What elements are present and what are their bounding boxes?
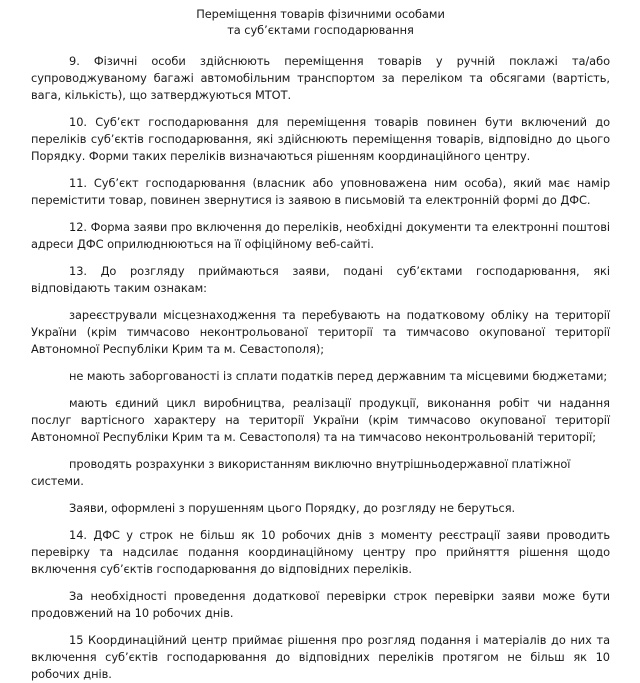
paragraph-15: 15 Координаційний центр приймає рішення про розгляд подання і матеріалів до них та включення суб’єктів господарювання до відповідних переліків протягом не більш як 10 робочих днів. bbox=[31, 633, 610, 681]
paragraph-11: 11. Суб’єкт господарювання (власник або уповноважена ним особа), який має намір перемістити товар, повинен звернутися із заявою в письмовій та електронній формі до ДФС. bbox=[31, 176, 610, 207]
title-line-2: та суб’єктами господарювання bbox=[227, 23, 414, 37]
paragraph-9: 9. Фізичні особи здійснюють переміщення товарів у ручній поклажі та/або супроводжуваному багажі автомобільним транспортом за переліком та обсягами (вартість, вага, кількість), що затверджуються МТОТ. bbox=[31, 54, 610, 102]
criterion-payments: проводять розрахунки з використанням виключно внутрішньодержавної платіжної системи. bbox=[31, 457, 571, 488]
title-line-1: Переміщення товарів фізичними особами bbox=[196, 7, 445, 21]
document-body bbox=[31, 53, 610, 683]
criterion-registered: зареєстрували місцезнаходження та перебувають на податковому обліку на території України (крім тимчасово неконтрольованої території та тимчасово окупованої території Автономної Республіки Крим та м. Севастополя); bbox=[31, 308, 610, 356]
paragraph-extension: За необхідності проведення додаткової перевірки строк перевірки заяви може бути продовжений на 10 робочих днів. bbox=[31, 589, 610, 620]
paragraph-13: 13. До розгляду приймаються заяви, подані суб’єктами господарювання, які відповідають таким ознакам: bbox=[31, 264, 610, 295]
paragraph-14: 14. ДФС у строк не більш як 10 робочих днів з моменту реєстрації заяви проводить перевірку та надсилає подання координаційному центру про прийняття рішення щодо включення суб’єктів господарювання до відповідних переліків. bbox=[31, 528, 610, 576]
paragraph-rejection-note: Заяви, оформлені з порушенням цього Порядку, до розгляду не беруться. bbox=[69, 501, 516, 515]
document-title bbox=[31, 0, 610, 38]
paragraph-12: 12. Форма заяви про включення до переліків, необхідні документи та електронні поштові адреси ДФС оприлюднюються на її офіційному веб-сайті. bbox=[31, 220, 610, 251]
criterion-single-cycle: мають єдиний цикл виробництва, реалізації продукції, виконання робіт чи надання послуг вартісного характеру на території України (крім тимчасово окупованої території Автономної Республіки Крим та м. Севастополя) та на тимчасово неконтрольованій території; bbox=[31, 396, 610, 444]
criterion-no-debt: не мають заборгованості із сплати податків перед державним та місцевими бюджетами; bbox=[69, 369, 608, 383]
paragraph-10: 10. Суб’єкт господарювання для переміщення товарів повинен бути включений до переліків суб’єктів господарювання, які здійснюють переміщення товарів, відповідно до цього Порядку. Форми таких переліків визначаються рішенням координаційного центру. bbox=[31, 115, 610, 163]
